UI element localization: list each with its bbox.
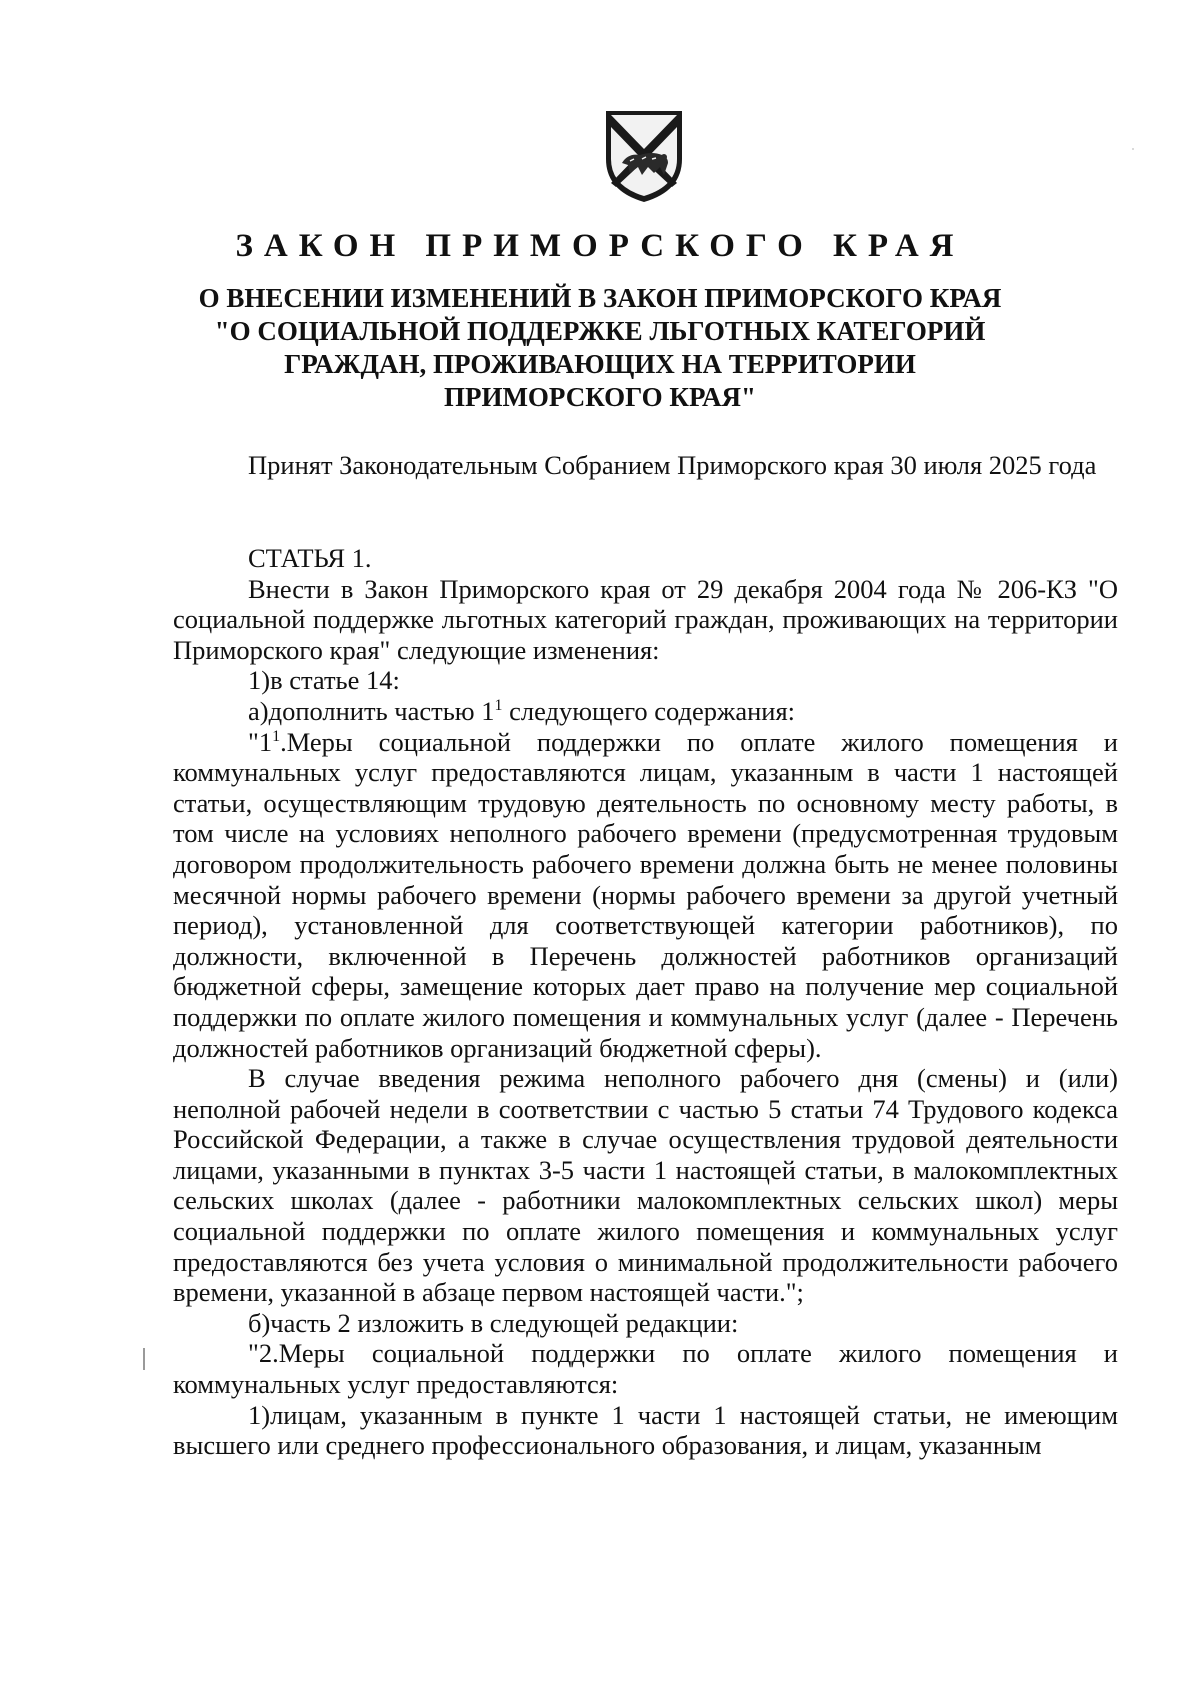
scan-margin-mark: [143, 1348, 145, 1370]
article-heading: СТАТЬЯ 1.: [248, 543, 372, 573]
part-1-1: [173, 727, 1118, 1064]
subtitle-line: "О СОЦИАЛЬНОЙ ПОДДЕРЖКЕ ЛЬГОТНЫХ КАТЕГОРИЙ: [214, 316, 986, 346]
superscript: 1: [272, 727, 281, 745]
scan-speck: [1132, 148, 1134, 150]
subtitle-line: ПРИМОРСКОГО КРАЯ": [443, 382, 757, 412]
coat-of-arms-emblem: [602, 105, 686, 205]
part-1-1-paragraph-2: В случае введения режима неполного рабочего дня (смены) и (или) неполной рабочей недели в соответствии с частью 5 статьи 74 Трудового кодекса Российской Федерации, а также в случае осуществления трудовой деятельности лицами, указанными в пунктах 3-5 части 1 настоящей статьи, в малокомплектных сельских школах (далее - работники малокомплектных сельских школ) меры социальной поддержки по оплате жилого помещения и коммунальных услуг предоставляются без учета условия о минимальной продолжительности рабочего времени, указанной в абзаце первом настоящей части.";: [173, 1063, 1118, 1308]
part-1-1-start: "1: [248, 726, 273, 757]
item-1b: б)часть 2 изложить в следующей редакции:: [248, 1307, 739, 1338]
item-1a-text-end: следующего содержания:: [502, 695, 796, 726]
item-1a-text: а)дополнить частью 1: [248, 695, 495, 726]
law-title: ЗАКОН ПРИМОРСКОГО КРАЯ: [235, 228, 965, 264]
article-intro: Внести в Закон Приморского края от 29 декабря 2004 года № 206-КЗ "О социальной поддержке льготных категорий граждан, проживающих на территории Приморского края" следующие изменения:: [173, 573, 1118, 665]
item-1: 1)в статье 14:: [248, 665, 400, 696]
adoption-note-block: [173, 450, 1118, 481]
adoption-note: Принят Законодательным Собранием Приморского края 30 июля 2025 года: [248, 450, 1097, 480]
part-2-item-1: 1)лицам, указанным в пункте 1 части 1 настоящей статьи, не имеющим высшего или среднего профессионального образования, и лицам, указанным: [173, 1399, 1118, 1461]
part-2: "2.Меры социальной поддержки по оплате жилого помещения и коммунальных услуг предоставляются:: [173, 1338, 1118, 1400]
item-1a: [173, 696, 1118, 727]
part-1-1-text: .Меры социальной поддержки по оплате жилого помещения и коммунальных услуг предоставляются лицам, указанным в части 1 настоящей статьи, осуществляющим трудовую деятельность по основному месту работы, в том числе на условиях неполного рабочего времени (предусмотренная трудовым договором продолжительность рабочего времени должна быть не менее половины месячной нормы рабочего времени (нормы рабочего времени за другой учетный период), установленной для соответствующей категории работников), по должности, включенной в Перечень должностей работников организаций бюджетной сферы, замещение которых дает право на получение мер социальной поддержки по оплате жилого помещения и коммунальных услуг (далее - Перечень должностей работников организаций бюджетной сферы).: [173, 726, 1118, 1063]
law-subtitle: [120, 282, 1080, 414]
superscript: 1: [494, 696, 503, 714]
subtitle-line: ГРАЖДАН, ПРОЖИВАЮЩИХ НА ТЕРРИТОРИИ: [284, 349, 916, 379]
subtitle-line: О ВНЕСЕНИИ ИЗМЕНЕНИЙ В ЗАКОН ПРИМОРСКОГО КРАЯ: [198, 283, 1002, 313]
article-body: [173, 543, 1118, 1461]
